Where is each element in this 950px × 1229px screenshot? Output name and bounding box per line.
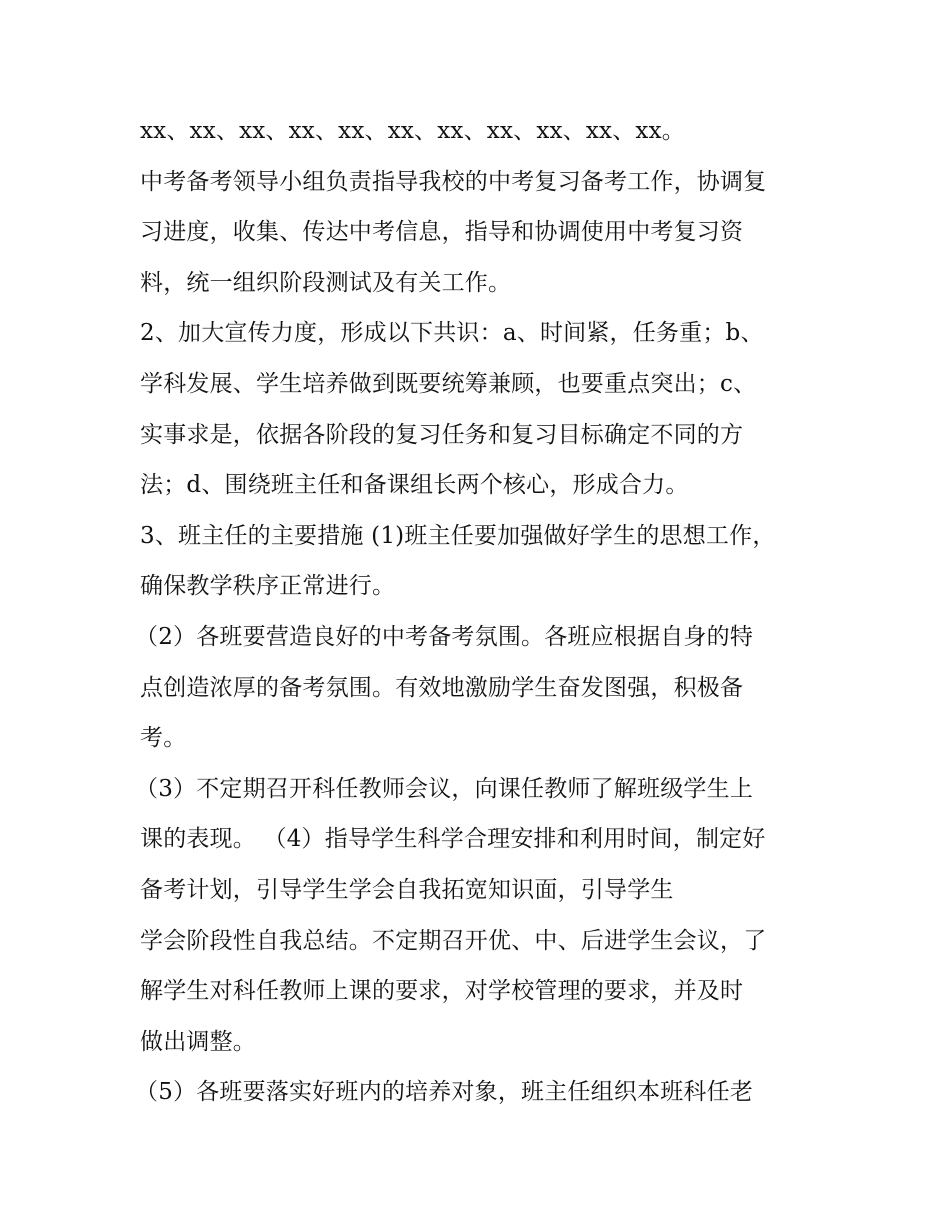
text-line-5: 2、加大宣传力度，形成以下共识：a、时间紧，任务重；b、 xyxy=(140,320,764,347)
text-line-17: 学会阶段性自我总结。不定期召开优、中、后进学生会议，了 xyxy=(140,927,767,954)
text-line-20: （5）各班要落实好班内的培养对象，班主任组织本班科任老 xyxy=(135,1079,754,1106)
text-line-14: （3）不定期召开科任教师会议，向课任教师了解班级学生上 xyxy=(135,775,754,802)
text-line-2: 中考备考领导小组负责指导我校的中考复习备考工作，协调复 xyxy=(140,168,767,195)
text-line-9: 3、班主任的主要措施 (1)班主任要加强做好学生的思想工作， xyxy=(140,522,776,549)
text-line-8: 法；d、围绕班主任和备课组长两个核心，形成合力。 xyxy=(140,472,689,499)
text-line-18: 解学生对科任教师上课的要求，对学校管理的要求，并及时 xyxy=(140,978,744,1005)
document-body xyxy=(135,106,820,1118)
text-line-10: 确保教学秩序正常进行。 xyxy=(140,573,396,600)
text-line-15: 课的表现。 （4）指导学生科学合理安排和利用时间，制定好 xyxy=(140,826,766,853)
text-line-16: 备考计划，引导学生学会自我拓宽知识面，引导学生 xyxy=(140,876,674,903)
text-line-1: xx、xx、xx、xx、xx、xx、xx、xx、xx、xx、xx。 xyxy=(140,118,685,144)
text-line-4: 料，统一组织阶段测试及有关工作。 xyxy=(140,269,512,296)
text-line-6: 学科发展、学生培养做到既要统筹兼顾，也要重点突出；c、 xyxy=(140,370,757,397)
text-line-3: 习进度，收集、传达中考信息，指导和协调使用中考复习资 xyxy=(140,219,744,246)
text-line-19: 做出调整。 xyxy=(140,1028,256,1055)
text-line-13: 考。 xyxy=(140,725,187,752)
text-line-12: 点创造浓厚的备考氛围。有效地激励学生奋发图强，积极备 xyxy=(140,674,744,701)
text-line-7: 实事求是，依据各阶段的复习任务和复习目标确定不同的方 xyxy=(140,421,744,448)
text-line-11: （2）各班要营造良好的中考备考氛围。各班应根据自身的特 xyxy=(135,623,754,650)
